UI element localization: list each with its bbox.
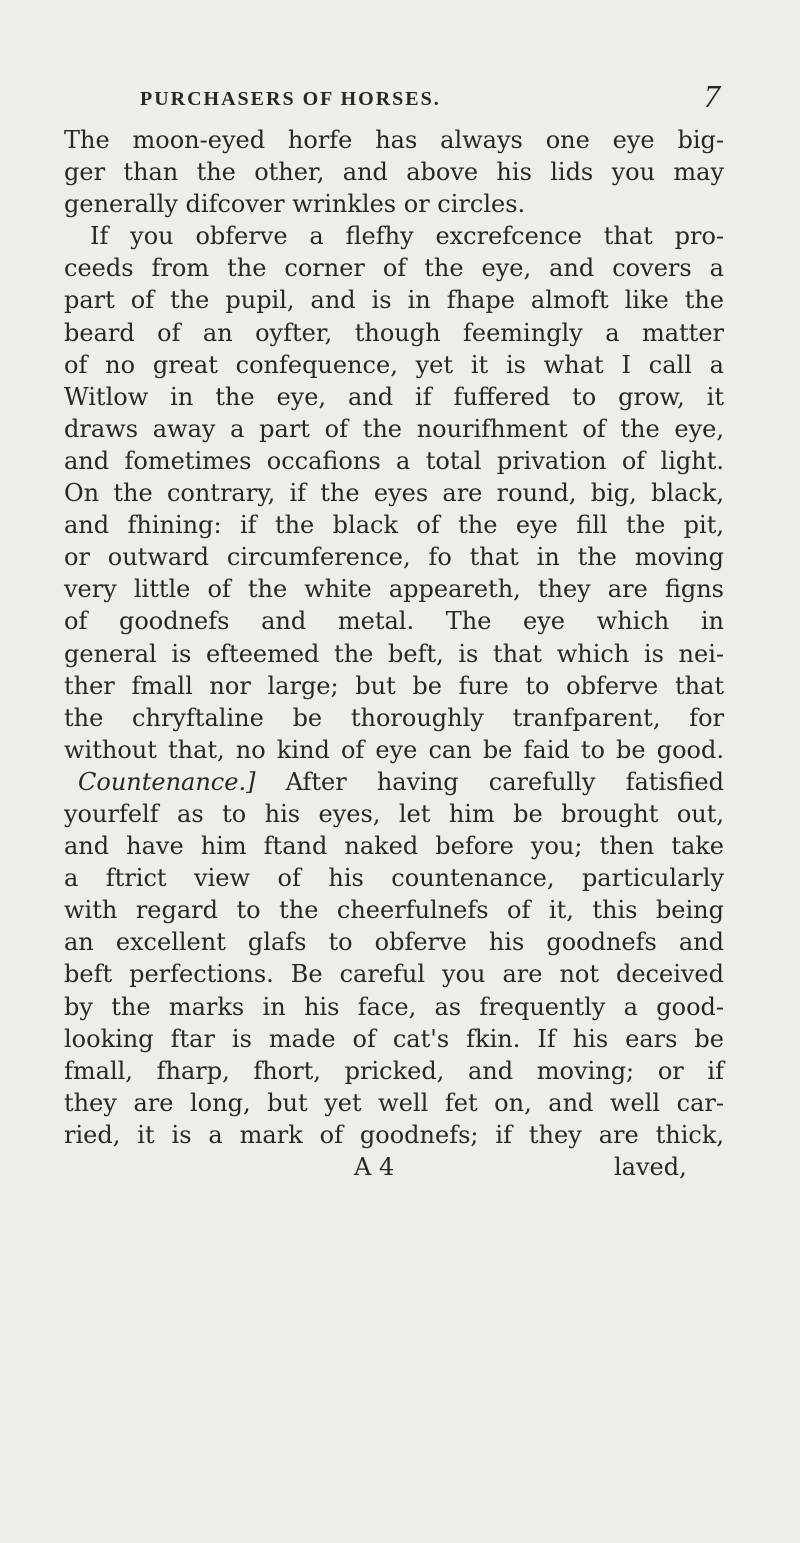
text-line: and fhining: if the black of the eye fill the pit, — [64, 511, 724, 540]
text-line: very little of the white appeareth, they are figns — [64, 575, 724, 604]
catchword: laved, — [614, 1153, 687, 1181]
text-line: and fometimes occafions a total privation of light. — [64, 446, 724, 475]
text-line: without that, no kind of eye can be faid to be good. — [64, 735, 724, 764]
text-line: On the contrary, if the eyes are round, big, black, — [64, 479, 724, 508]
text-line: draws away a part of the nourifhment of the eye, — [64, 414, 724, 443]
text-line: and have him ftand naked before you; then take — [64, 832, 724, 861]
signature-mark: A 4 — [354, 1153, 395, 1181]
text-line: ried, it is a mark of goodnefs; if they are thick, — [64, 1120, 724, 1149]
text-line: fmall, fharp, fhort, pricked, and moving; or if — [64, 1056, 724, 1085]
text-line: If you obferve a flefhy excrefcence that pro- — [90, 222, 724, 251]
text-line: or outward circumference, fo that in the moving — [64, 543, 724, 572]
text-line-countenance — [64, 766, 724, 798]
text-line: by the marks in his face, as frequently a good- — [64, 992, 724, 1021]
running-head — [40, 78, 720, 114]
text-line: ceeds from the corner of the eye, and covers a — [64, 254, 724, 283]
text-line: looking ftar is made of cat's fkin. If his ears be — [64, 1024, 724, 1053]
text-line: the chryftaline be thoroughly tranfparent, for — [64, 703, 724, 732]
text-line: beft perfections. Be careful you are not deceived — [64, 960, 724, 989]
text-line: generally difcover wrinkles or circles. — [64, 190, 526, 219]
text-line: The moon-eyed horfe has always one eye big- — [64, 126, 724, 154]
text-line: yourfelf as to his eyes, let him be brought out, — [64, 799, 724, 828]
countenance-text: After having carefully fatisfied — [255, 767, 724, 796]
text-line: they are long, but yet well fet on, and well car- — [64, 1088, 724, 1117]
text-line: a ftrict view of his countenance, particularly — [64, 864, 724, 893]
text-line: of goodnefs and metal. The eye which in — [64, 607, 724, 636]
page-number: 7 — [704, 78, 720, 114]
text-line: ger than the other, and above his lids you may — [64, 158, 724, 187]
running-title: PURCHASERS OF HORSES. — [140, 88, 441, 110]
text-line: Witlow in the eye, and if fuffered to grow, it — [64, 382, 724, 411]
text-line: ther fmall nor large; but be fure to obferve that — [64, 671, 724, 700]
text-line: general is efteemed the beft, is that which is nei- — [64, 639, 724, 668]
text-line: with regard to the cheerfulnefs of it, this being — [64, 896, 724, 925]
text-line: beard of an oyfter, though feemingly a matter — [64, 318, 724, 347]
countenance-heading: Countenance.] — [78, 767, 256, 796]
body-text — [64, 124, 724, 1183]
text-line: part of the pupil, and is in fhape almoft like the — [64, 286, 724, 315]
footer-row — [64, 1151, 724, 1183]
text-line: an excellent glafs to obferve his goodnefs and — [64, 928, 724, 957]
text-line: of no great confequence, yet it is what I call a — [64, 350, 724, 379]
